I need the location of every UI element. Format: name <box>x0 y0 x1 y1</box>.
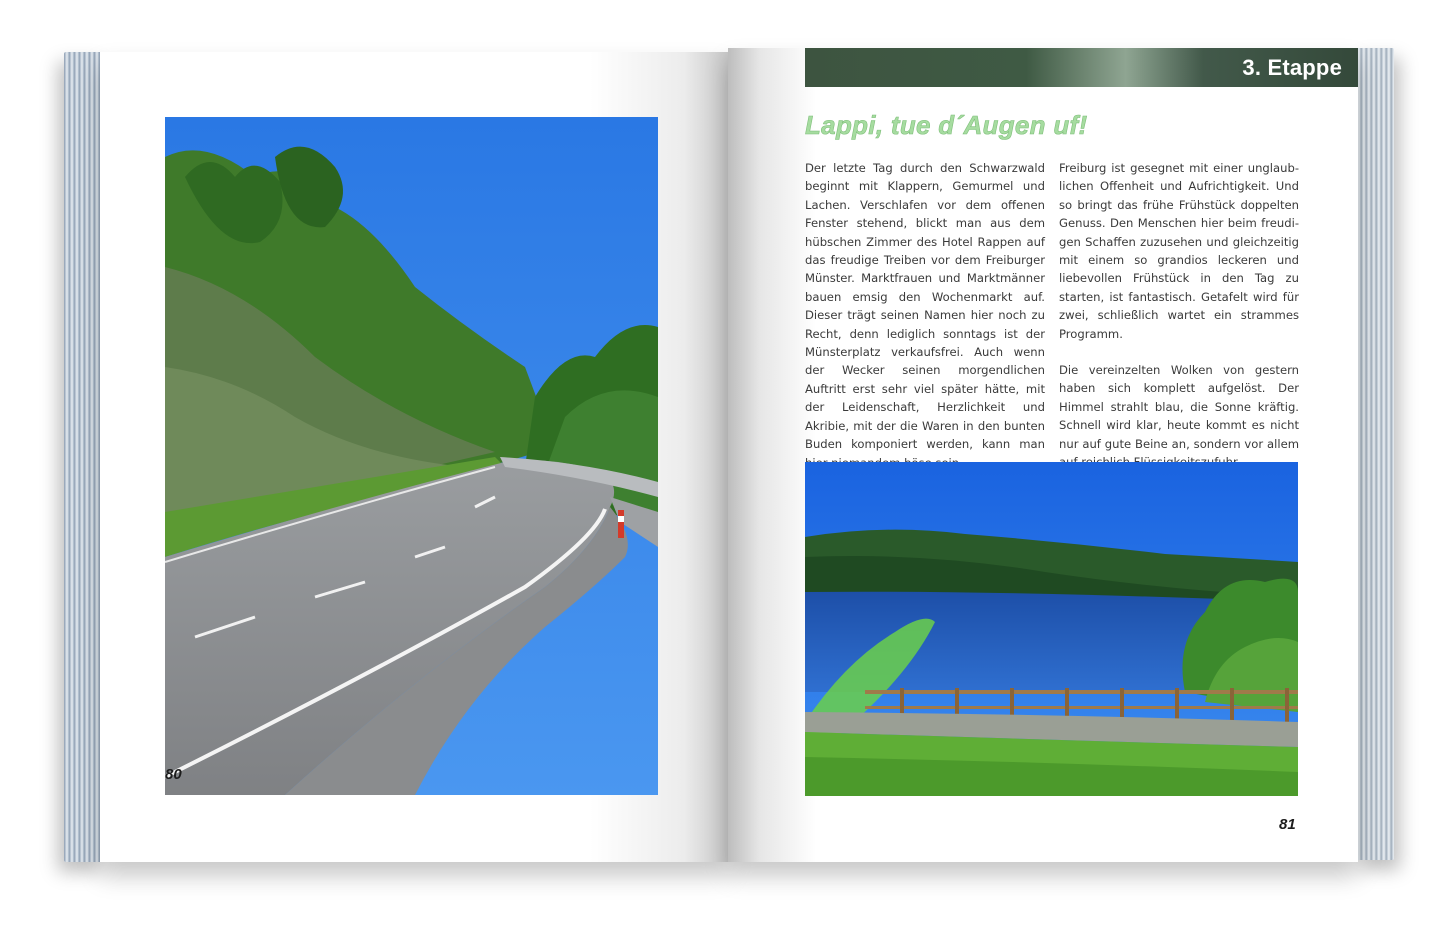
text-column-left <box>805 159 1045 472</box>
paragraph: Der letzte Tag durch den Schwarzwald beginnt mit Klappern, Gemurmel und Lachen. Verschlafen vor dem offenen Fenster stehend, blickt man aus dem hübschen Zimmer des Hotel Rappen auf das freudige Treiben vor dem Freiburger Münster. Marktfrauen und Marktmänner bauen emsig den Wochenmarkt auf. Dieser trägt seinen Namen hier noch zu Recht, denn lediglich sonntags ist der Münsterplatz verkaufsfrei. Auch wenn der Wecker seinen morgendlichen Auftritt erst sehr viel später hätte, mit der Leidenschaft, Herzlichkeit und Akribie, mit der die Waren in den bunten Buden komponiert werden, kann man <box>805 161 1045 452</box>
chapter-band <box>805 48 1358 87</box>
right-page <box>728 48 1358 862</box>
chapter-title: 3. Etappe <box>1242 55 1342 80</box>
paragraph: Freiburg ist gesegnet mit einer unglaublichen Offenheit und Aufrichtigkeit. Und so bringt das frühe Frühstück doppelten Genuss. Den Menschen hier beim freudigen Schaffen zuzusehen und gleichzeitig mit einem so grandios leckeren und liebevollen Frühstück in den Tag zu starten, ist fantastisch. Getafelt wird für zwei, schließlich wartet ein strammes Programm. <box>1059 161 1299 341</box>
paragraph: Die vereinzelten Wolken von gestern haben sich komplett aufgelöst. Der Himmel strahlt blau, die Sonne kräftig. Schnell wird klar, heute kommt es nicht nur auf gute Beine an, sondern vor allem <box>1059 363 1299 451</box>
page-number-left: 80 <box>165 766 182 783</box>
lake-photo <box>805 462 1298 796</box>
page-number-right: 81 <box>1279 816 1296 833</box>
left-page <box>100 52 728 862</box>
road-photo <box>165 117 658 795</box>
page-edges-right <box>1356 48 1394 860</box>
page-edges-left <box>64 52 104 862</box>
article-headline: Lappi, tue d´Augen uf! <box>805 110 1088 140</box>
text-column-right <box>1059 159 1299 472</box>
